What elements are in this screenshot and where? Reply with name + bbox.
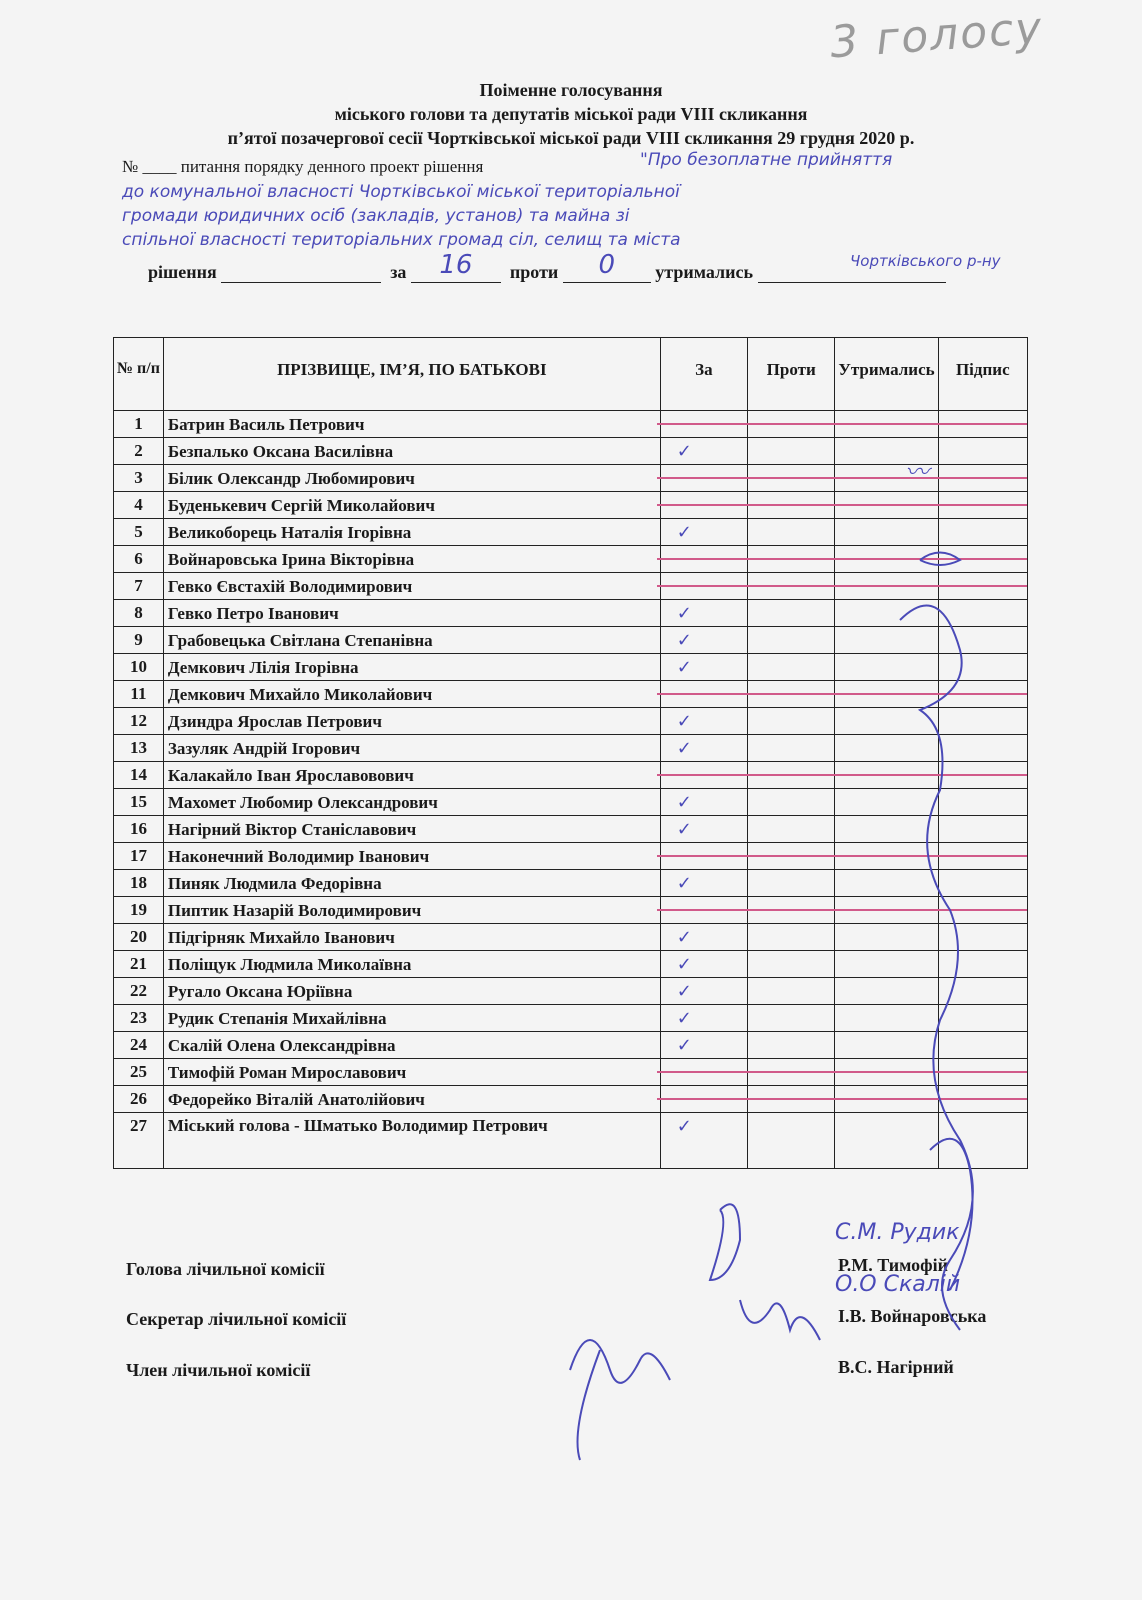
row-num: 16 bbox=[114, 816, 164, 843]
row-num: 19 bbox=[114, 897, 164, 924]
row-num: 15 bbox=[114, 789, 164, 816]
row-num: 3 bbox=[114, 465, 164, 492]
row-name: Зазуляк Андрій Ігорович bbox=[163, 735, 660, 762]
check-mark-icon: ✓ bbox=[676, 926, 692, 948]
check-mark-icon: ✓ bbox=[676, 872, 692, 894]
header-against: Проти bbox=[748, 338, 835, 411]
abstained-label: утримались bbox=[655, 262, 753, 282]
secretary-name: І.В. Войнаровська bbox=[838, 1306, 987, 1326]
row-name: Махомет Любомир Олександрович bbox=[163, 789, 660, 816]
row-num: 21 bbox=[114, 951, 164, 978]
row-num: 27 bbox=[114, 1113, 164, 1169]
row-num: 2 bbox=[114, 438, 164, 465]
row-name: Буденькевич Сергій Миколайович bbox=[163, 492, 660, 519]
check-mark-icon: ✓ bbox=[676, 980, 692, 1002]
row-name: Поліщук Людмила Миколаївна bbox=[163, 951, 660, 978]
row-num: 11 bbox=[114, 681, 164, 708]
handwritten-question-line-3: громади юридичних осіб (закладів, установ) та майна зі bbox=[122, 206, 630, 226]
row-num: 18 bbox=[114, 870, 164, 897]
row-name: Тимофій Роман Мирославович bbox=[163, 1059, 660, 1086]
secretary-label: Секретар лічильної комісії bbox=[126, 1309, 347, 1329]
signature-scribble: 〰 bbox=[905, 458, 929, 486]
signature-stroke bbox=[710, 1204, 740, 1280]
doc-session-line: п’ятої позачергової сесії Чортківської міської ради VIII скликання 29 грудня 2020 р. bbox=[227, 128, 915, 148]
member-name: В.С. Нагірний bbox=[838, 1357, 954, 1377]
handwritten-question-line-4: спільної власності територіальних громад сіл, селищ та міста bbox=[122, 230, 681, 250]
check-mark-icon: ✓ bbox=[676, 953, 692, 975]
row-num: 12 bbox=[114, 708, 164, 735]
handwritten-name-rudyk: С.М. Рудик bbox=[835, 1220, 960, 1245]
row-num: 10 bbox=[114, 654, 164, 681]
question-prefix: № ____ питання порядку денного проект рішення bbox=[122, 157, 484, 176]
corner-handwritten-note: 3 голосу bbox=[828, 2, 1045, 69]
row-num: 17 bbox=[114, 843, 164, 870]
row-num: 22 bbox=[114, 978, 164, 1005]
handwritten-question-line-5: Чортківського р-ну bbox=[850, 252, 1001, 270]
header-name: ПРІЗВИЩЕ, ІМ’Я, ПО БАТЬКОВІ bbox=[163, 338, 660, 411]
check-mark-icon: ✓ bbox=[676, 656, 692, 678]
check-mark-icon: ✓ bbox=[676, 710, 692, 732]
against-label: проти bbox=[509, 262, 559, 282]
check-mark-icon: ✓ bbox=[676, 629, 692, 651]
check-mark-icon: ✓ bbox=[676, 521, 692, 543]
for-count: 16 bbox=[439, 250, 473, 280]
row-name: Калакайло Іван Ярославовович bbox=[163, 762, 660, 789]
check-mark-icon: ✓ bbox=[676, 440, 692, 462]
header-num: № п/п bbox=[114, 338, 164, 411]
check-mark-icon: ✓ bbox=[676, 1034, 692, 1056]
row-num: 8 bbox=[114, 600, 164, 627]
row-name: Великоборець Наталія Ігорівна bbox=[163, 519, 660, 546]
row-num: 24 bbox=[114, 1032, 164, 1059]
row-name: Скалій Олена Олександрівна bbox=[163, 1032, 660, 1059]
row-num: 9 bbox=[114, 627, 164, 654]
check-mark-icon: ✓ bbox=[676, 602, 692, 624]
check-mark-icon: ✓ bbox=[676, 1007, 692, 1029]
row-num: 6 bbox=[114, 546, 164, 573]
row-name: Білик Олександр Любомирович bbox=[163, 465, 660, 492]
row-name: Федорейко Віталій Анатолійович bbox=[163, 1086, 660, 1113]
row-num: 14 bbox=[114, 762, 164, 789]
row-num: 1 bbox=[114, 411, 164, 438]
chair-label: Голова лічильної комісії bbox=[126, 1259, 325, 1279]
row-name: Ругало Оксана Юріївна bbox=[163, 978, 660, 1005]
check-mark-icon: ✓ bbox=[676, 818, 692, 840]
row-name: Дзиндра Ярослав Петрович bbox=[163, 708, 660, 735]
row-name: Демкович Михайло Миколайович bbox=[163, 681, 660, 708]
row-name: Грабовецька Світлана Степанівна bbox=[163, 627, 660, 654]
row-num: 4 bbox=[114, 492, 164, 519]
row-name: Гевко Євстахій Володимирович bbox=[163, 573, 660, 600]
member-label: Член лічильної комісії bbox=[126, 1360, 311, 1380]
row-name: Підгірняк Михайло Іванович bbox=[163, 924, 660, 951]
check-mark-icon: ✓ bbox=[676, 737, 692, 759]
row-num: 25 bbox=[114, 1059, 164, 1086]
handwritten-question-line-1: "Про безоплатне прийняття bbox=[640, 150, 893, 170]
row-name: Наконечний Володимир Іванович bbox=[163, 843, 660, 870]
row-num: 13 bbox=[114, 735, 164, 762]
row-name: Батрин Василь Петрович bbox=[163, 411, 660, 438]
row-name: Пиняк Людмила Федорівна bbox=[163, 870, 660, 897]
row-name: Войнаровська Ірина Вікторівна bbox=[163, 546, 660, 573]
row-name: Пиптик Назарій Володимирович bbox=[163, 897, 660, 924]
against-count: 0 bbox=[598, 250, 616, 280]
handwritten-name-skaliy: О.О Скалій bbox=[835, 1272, 961, 1297]
check-mark-icon: ✓ bbox=[676, 791, 692, 813]
row-num: 20 bbox=[114, 924, 164, 951]
row-name: Рудик Степанія Михайлівна bbox=[163, 1005, 660, 1032]
row-num: 5 bbox=[114, 519, 164, 546]
signature-stroke bbox=[570, 1340, 670, 1460]
check-mark-icon: ✓ bbox=[676, 1116, 692, 1137]
row-num: 26 bbox=[114, 1086, 164, 1113]
row-num: 7 bbox=[114, 573, 164, 600]
signature-stroke bbox=[740, 1300, 820, 1340]
decision-label: рішення bbox=[148, 262, 217, 282]
handwritten-question-line-2: до комунальної власності Чортківської міської територіальної bbox=[122, 182, 680, 202]
signature-stroke bbox=[920, 553, 973, 1291]
row-name: Гевко Петро Іванович bbox=[163, 600, 660, 627]
header-signature: Підпис bbox=[938, 338, 1027, 411]
row-name: Демкович Лілія Ігорівна bbox=[163, 654, 660, 681]
row-name: Безпалько Оксана Василівна bbox=[163, 438, 660, 465]
doc-title: Поіменне голосування bbox=[479, 80, 663, 100]
chair-name: Р.М. Тимофій bbox=[838, 1255, 949, 1275]
row-name: Міський голова - Шматько Володимир Петрович bbox=[163, 1113, 660, 1169]
row-num: 23 bbox=[114, 1005, 164, 1032]
doc-subtitle: міського голови та депутатів міської ради VIII скликання bbox=[334, 104, 808, 124]
for-label: за bbox=[390, 262, 407, 282]
signature-stroke bbox=[900, 605, 973, 1330]
header-for: За bbox=[660, 338, 747, 411]
header-abstained: Утримались bbox=[835, 338, 938, 411]
row-name: Нагірний Віктор Станіславович bbox=[163, 816, 660, 843]
